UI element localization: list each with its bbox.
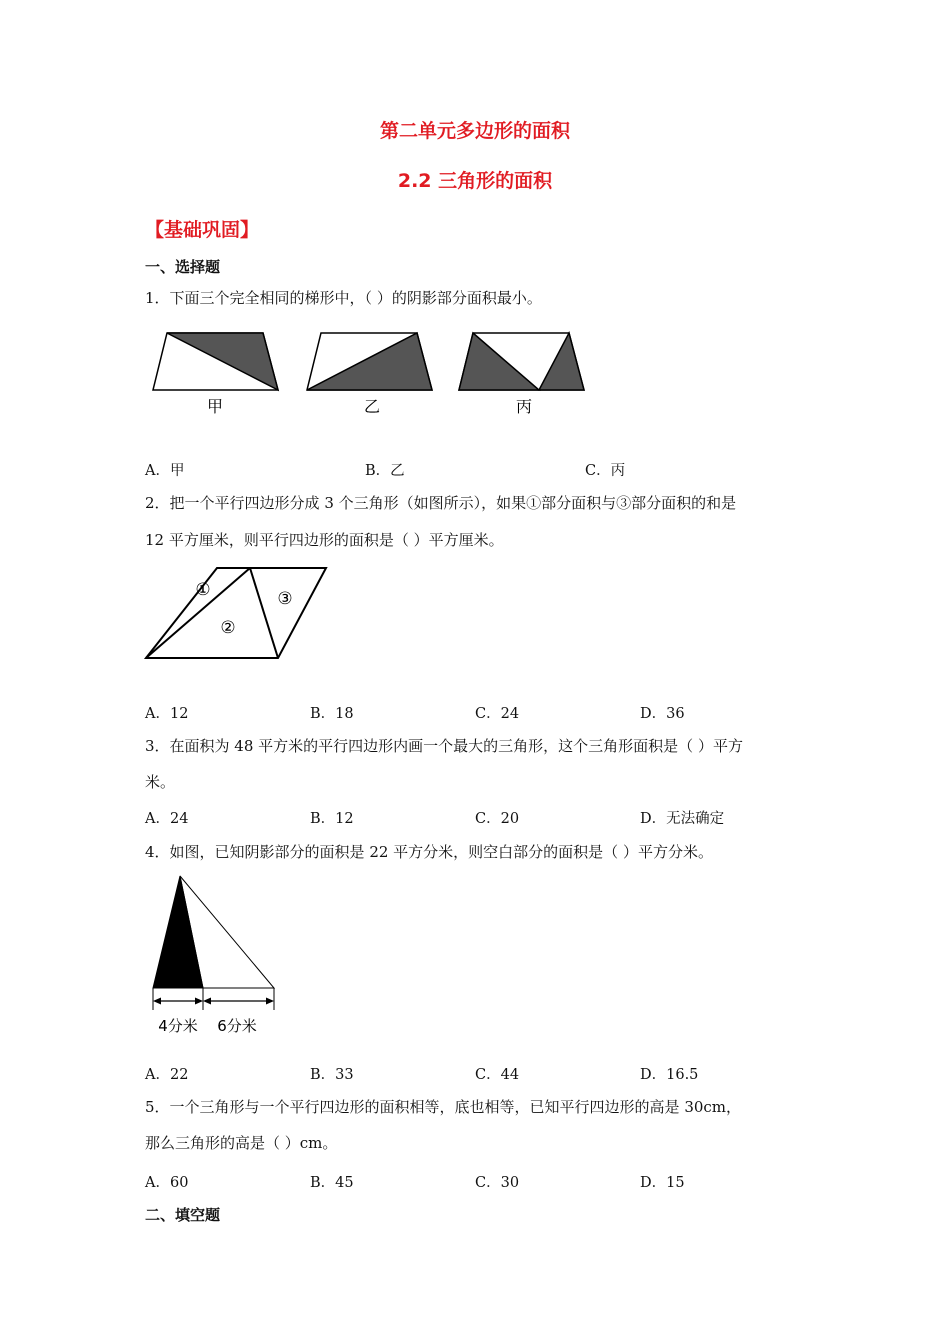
q3-option-a: A．24 bbox=[145, 811, 189, 827]
question-3-line-1: 3．在面积为 48 平方米的平行四边形内画一个最大的三角形，这个三角形面积是（ ）平方 bbox=[145, 737, 743, 755]
q1-option-c: C．丙 bbox=[585, 463, 626, 479]
question-5-line-2: 那么三角形的高是（ ）cm。 bbox=[145, 1134, 338, 1152]
q2-option-c: C．24 bbox=[475, 706, 520, 722]
q1-option-b: B．乙 bbox=[365, 463, 405, 479]
q5-option-a: A．60 bbox=[145, 1175, 189, 1191]
q1-option-a: A．甲 bbox=[145, 463, 185, 479]
q2-option-b: B．18 bbox=[310, 706, 354, 722]
trapezoid-jia bbox=[153, 333, 278, 390]
q3-option-c: C．20 bbox=[475, 811, 520, 827]
region-3-label: ③ bbox=[277, 589, 293, 609]
q3-option-b: B．12 bbox=[310, 811, 354, 827]
label-yi: 乙 bbox=[363, 397, 381, 416]
q2-option-a: A．12 bbox=[145, 706, 189, 722]
question-4-text: 4．如图，已知阴影部分的面积是 22 平方分米，则空白部分的面积是（ ）平方分米。 bbox=[145, 843, 713, 861]
trapezoid-bing bbox=[459, 333, 584, 390]
question-5-line-1: 5．一个三角形与一个平行四边形的面积相等，底也相等，已知平行四边形的高是 30cm， bbox=[145, 1098, 742, 1116]
region-2-label: ② bbox=[220, 618, 236, 638]
label-jia: 甲 bbox=[206, 397, 224, 416]
question-3-line-2: 米。 bbox=[145, 773, 176, 791]
q4-option-c: C．44 bbox=[475, 1067, 520, 1083]
label-bing: 丙 bbox=[515, 397, 533, 416]
region-1-label: ① bbox=[195, 580, 211, 600]
base-label-4: 4分米 bbox=[158, 1017, 198, 1035]
q5-option-c: C．30 bbox=[475, 1175, 520, 1191]
q4-option-d: D．16.5 bbox=[640, 1067, 699, 1083]
parallelogram-figure bbox=[140, 562, 335, 664]
question-2-line-1: 2．把一个平行四边形分成 3 个三角形（如图所示），如果①部分面积与③部分面积的和是 bbox=[145, 494, 737, 512]
q3-option-d: D．无法确定 bbox=[640, 811, 725, 827]
trapezoid-yi bbox=[307, 333, 432, 390]
base-label-6: 6分米 bbox=[217, 1017, 257, 1035]
trapezoid-figures bbox=[145, 325, 595, 420]
question-1-text: 1．下面三个完全相同的梯形中，（ ）的阴影部分面积最小。 bbox=[145, 289, 542, 307]
part1-heading: 一、选择题 bbox=[145, 258, 221, 276]
part2-heading: 二、填空题 bbox=[145, 1206, 221, 1224]
lesson-title: 2.2 三角形的面积 bbox=[397, 170, 553, 192]
section-label: 【基础巩固】 bbox=[145, 219, 260, 241]
triangle-figure bbox=[140, 868, 290, 1040]
q2-option-d: D．36 bbox=[640, 706, 685, 722]
q5-option-d: D．15 bbox=[640, 1175, 685, 1191]
q4-option-b: B．33 bbox=[310, 1067, 354, 1083]
unit-title: 第二单元多边形的面积 bbox=[379, 120, 570, 142]
q5-option-b: B．45 bbox=[310, 1175, 354, 1191]
q4-option-a: A．22 bbox=[145, 1067, 189, 1083]
question-2-line-2: 12 平方厘米，则平行四边形的面积是（ ）平方厘米。 bbox=[145, 531, 504, 549]
